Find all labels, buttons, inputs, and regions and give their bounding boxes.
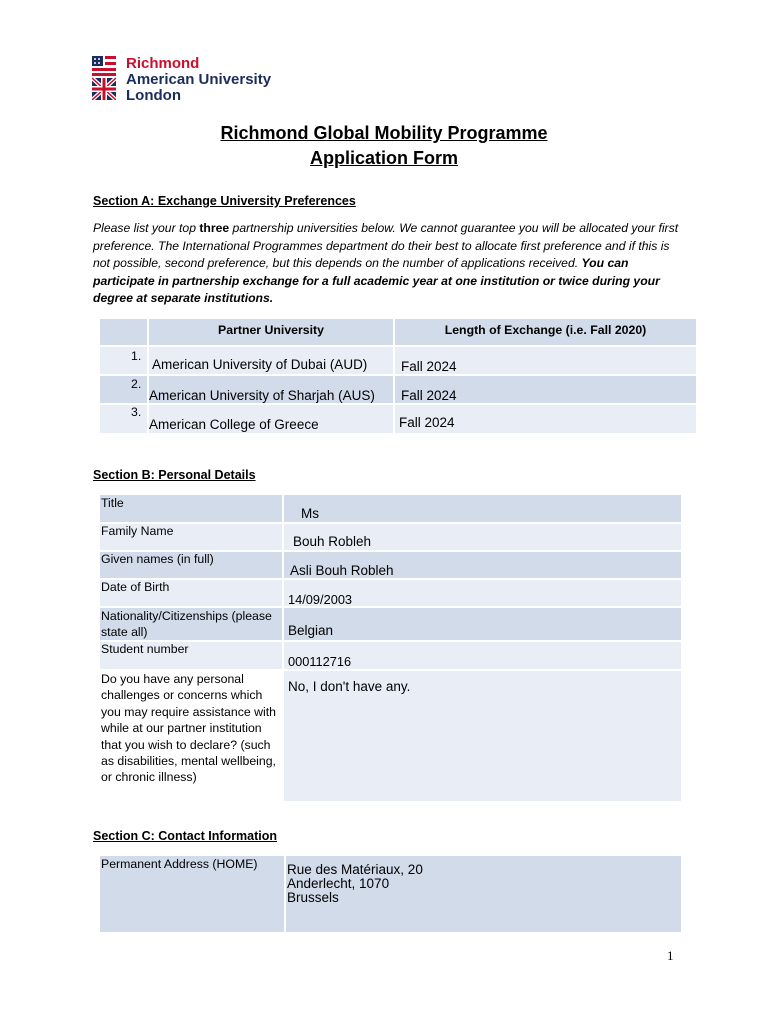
- field-value-cell: [286, 856, 681, 932]
- row-number: 2.: [131, 377, 142, 391]
- field-value-cell: [284, 671, 681, 801]
- row-number: 3.: [131, 405, 142, 419]
- length-value: Fall 2024: [401, 359, 457, 374]
- field-label-cell: [100, 580, 282, 606]
- field-value: Bouh Robleh: [293, 534, 372, 549]
- row-number: 1.: [131, 349, 142, 363]
- field-value: Ms: [301, 506, 319, 521]
- section-b-heading: Section B: Personal Details: [93, 468, 256, 482]
- field-label: Do you have any personal challenges or concerns which you may require assistance with while at our partner institution that you wish to declare? (such as disabilities, mental wellbeing, or chronic illness): [101, 672, 276, 785]
- field-value: Belgian: [288, 623, 334, 638]
- personal-details-table: [100, 495, 681, 801]
- field-value-cell: [284, 524, 681, 550]
- table-row-num-cell: [100, 347, 147, 374]
- field-label-cell: [100, 642, 282, 669]
- address-line-3: Brussels: [287, 890, 339, 905]
- field-label: Given names (in full): [101, 552, 214, 566]
- university-logo: [92, 56, 271, 104]
- section-a-intro: Please list your top three partnership universities below. We cannot guarantee you will be allocated your first preference. The International Programmes department do their best to allocate first preference and if this is not possible, second preference, but this depends on the number of applications received. You can participate in partnership exchange for a full academic year at one institution or twice during your degree at separate institutions.: [93, 221, 679, 305]
- table-row-cell: [149, 376, 393, 403]
- field-label-cell: [100, 608, 282, 640]
- field-value-cell: [284, 642, 681, 669]
- section-a-heading: Section A: Exchange University Preferences: [93, 194, 356, 208]
- table-row-cell: [149, 347, 393, 374]
- field-value: 14/09/2003: [288, 592, 353, 607]
- table-header-cell: [100, 319, 147, 345]
- field-label-cell: [100, 524, 282, 550]
- preferences-table: [100, 319, 696, 433]
- field-label: Nationality/Citizenships (please state all): [101, 609, 272, 639]
- flag-emblem-icon: [92, 56, 116, 100]
- section-c-heading: Section C: Contact Information: [93, 829, 278, 843]
- field-label-cell: [100, 552, 282, 578]
- col-header-length: Length of Exchange (i.e. Fall 2020): [444, 323, 647, 337]
- document-title: Richmond Global Mobility Programme: [220, 123, 548, 143]
- document-subtitle: Application Form: [310, 148, 458, 168]
- field-label-cell: [100, 671, 282, 801]
- table-row-cell: [149, 405, 393, 433]
- table-row-num-cell: [100, 376, 147, 403]
- field-value: Asli Bouh Robleh: [290, 563, 394, 578]
- university-value: American College of Greece: [149, 417, 319, 432]
- field-label-cell: [100, 495, 282, 522]
- address-line-1: Rue des Matériaux, 20: [287, 862, 423, 877]
- table-row-cell: [395, 405, 696, 433]
- field-value-cell: [284, 580, 681, 606]
- field-label-cell: [100, 856, 284, 932]
- field-label: Permanent Address (HOME): [101, 857, 258, 871]
- length-value: Fall 2024: [401, 388, 457, 403]
- university-value: American University of Dubai (AUD): [152, 357, 368, 372]
- table-header-cell: [395, 319, 696, 345]
- table-row-cell: [395, 347, 696, 374]
- field-value-cell: [284, 608, 681, 640]
- field-label: Family Name: [101, 524, 174, 538]
- address-line-2: Anderlecht, 1070: [287, 876, 390, 891]
- length-value: Fall 2024: [399, 415, 455, 430]
- table-row-cell: [395, 376, 696, 403]
- field-value-cell: [284, 495, 681, 522]
- field-value: No, I don't have any.: [288, 679, 411, 694]
- field-value-cell: [284, 552, 681, 578]
- field-label: Date of Birth: [101, 580, 170, 594]
- logo-line-3: London: [126, 87, 181, 104]
- col-header-university: Partner University: [218, 323, 324, 337]
- table-row-num-cell: [100, 405, 147, 433]
- university-value: American University of Sharjah (AUS): [149, 388, 375, 403]
- logo-line-1: Richmond: [126, 55, 200, 72]
- contact-table: [100, 856, 681, 932]
- field-label: Student number: [101, 642, 189, 656]
- page-number: 1: [667, 948, 674, 963]
- field-label: Title: [101, 496, 124, 510]
- table-header-cell: [149, 319, 393, 345]
- logo-line-2: American University: [126, 71, 272, 88]
- field-value: 000112716: [288, 654, 352, 669]
- address-value: [287, 863, 423, 905]
